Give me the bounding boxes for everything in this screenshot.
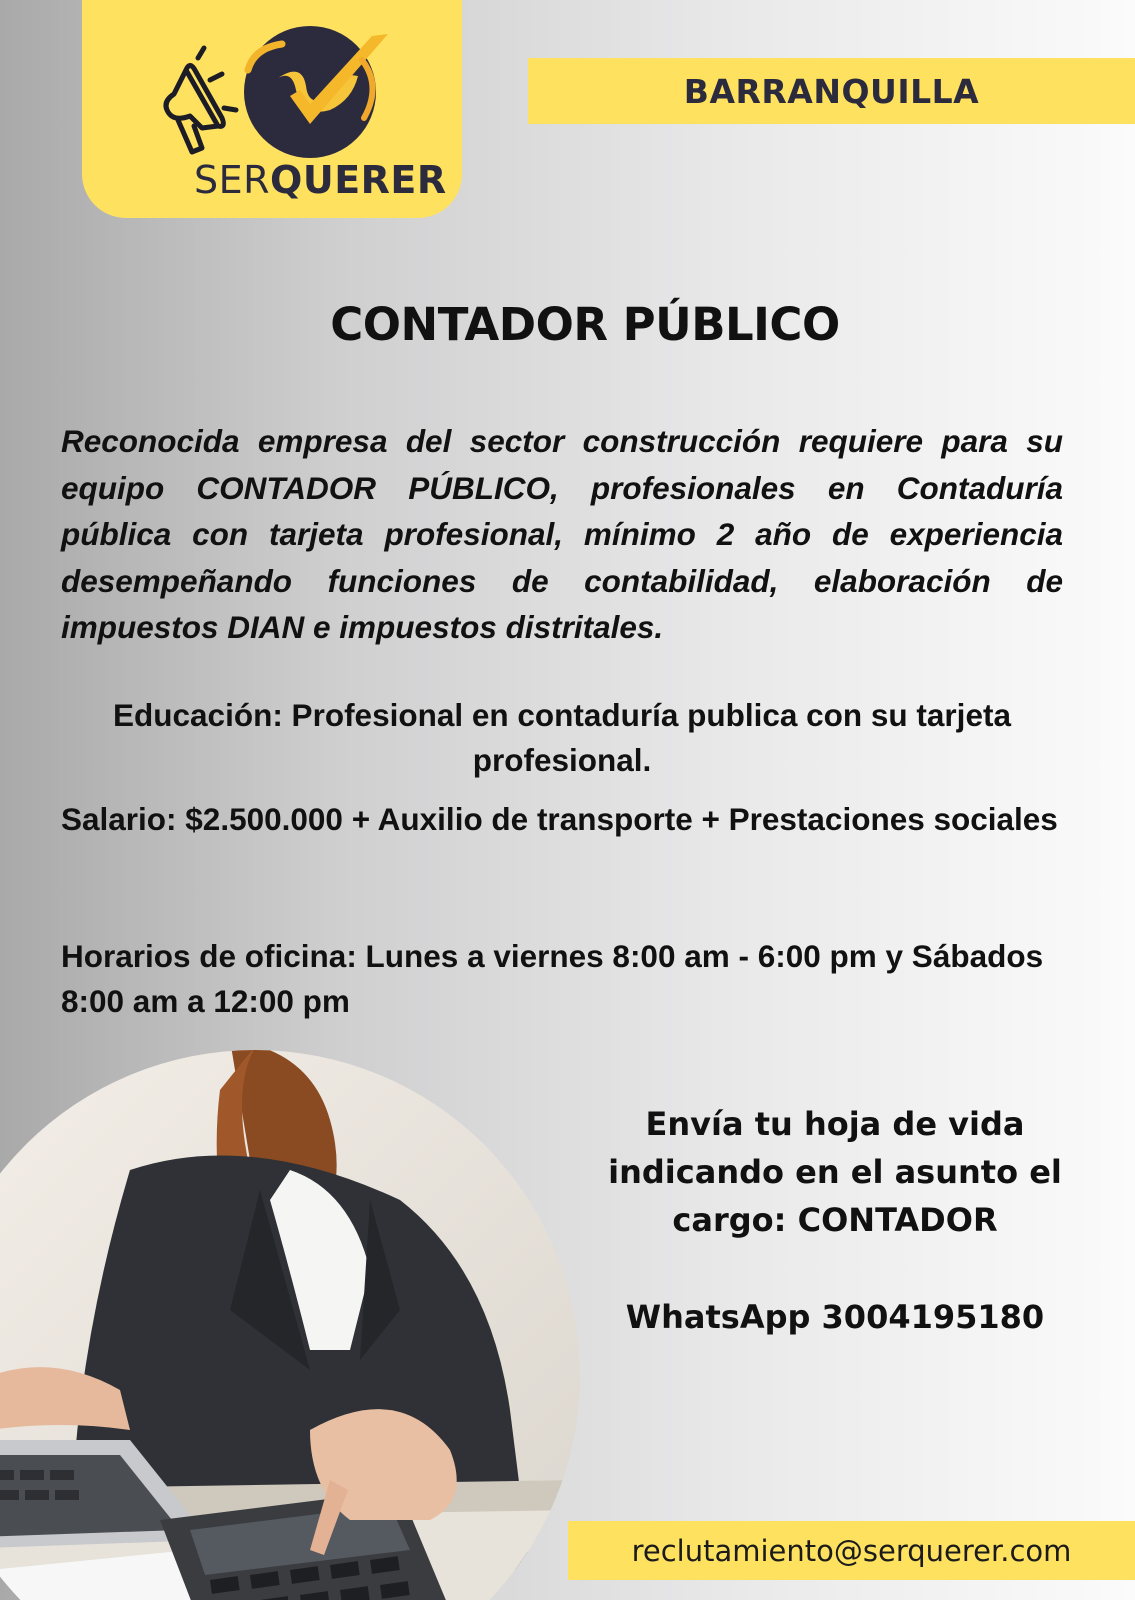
job-description: Reconocida empresa del sector construcción requiere para su equipo CONTADOR PÚBLICO, profesionales en Contaduría pública con tarjeta profesional, mínimo 2 año de experiencia desempeñando funciones de contabilidad, elaboración de impuestos DIAN e impuestos distritales.	[61, 423, 1063, 645]
job-title: CONTADOR PÚBLICO	[330, 298, 840, 351]
megaphone-icon	[166, 48, 236, 152]
logo-wordmark	[194, 158, 447, 202]
photo-illustration	[0, 1050, 580, 1600]
accountant-photo	[0, 1050, 580, 1600]
logo-word-bold: QUERER	[270, 158, 447, 202]
office-hours: Horarios de oficina: Lunes a viernes 8:00 am - 6:00 pm y Sábados 8:00 am a 12:00 pm	[61, 938, 1044, 1019]
city-banner: BARRANQUILLA	[528, 58, 1135, 124]
checkmark-badge-icon	[244, 26, 388, 158]
salary-info: Salario: $2.500.000 + Auxilio de transporte + Prestaciones sociales	[61, 801, 1058, 837]
education-requirement: Educación: Profesional en contaduría publica con su tarjeta profesional.	[113, 697, 1011, 778]
logo-card	[82, 0, 462, 218]
call-to-action: Envía tu hoja de vida indicando en el asunto el cargo: CONTADOR	[608, 1105, 1062, 1239]
whatsapp-contact: WhatsApp 3004195180	[625, 1298, 1045, 1336]
email-banner: reclutamiento@serquerer.com	[568, 1521, 1135, 1580]
logo-word-light: SER	[194, 158, 271, 202]
